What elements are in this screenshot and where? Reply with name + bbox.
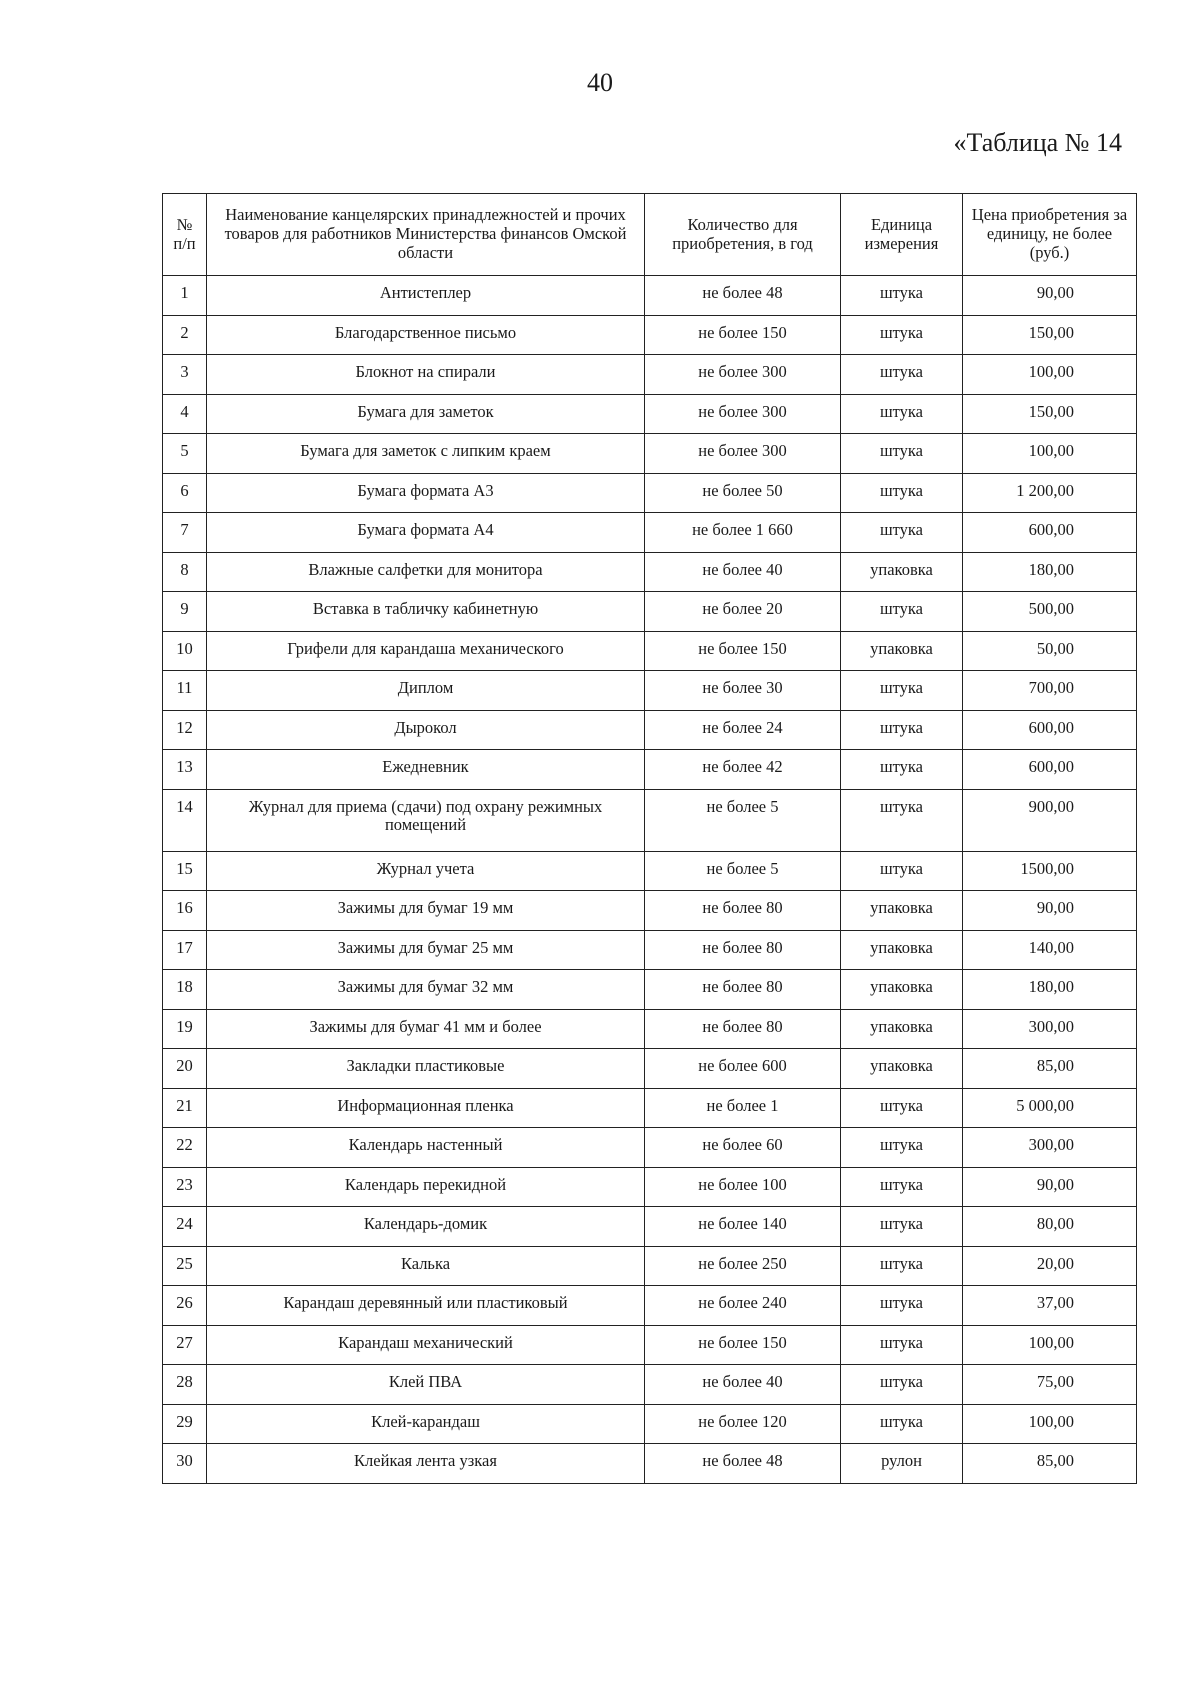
price-cell: 20,00 xyxy=(963,1246,1137,1286)
header-number: № п/п xyxy=(163,194,207,276)
table-row xyxy=(163,394,1137,434)
row-number-cell: 28 xyxy=(163,1365,207,1405)
price-cell: 180,00 xyxy=(963,970,1137,1010)
quantity-cell: не более 60 xyxy=(645,1128,841,1168)
row-number-cell: 20 xyxy=(163,1049,207,1089)
unit-cell: штука xyxy=(841,394,963,434)
unit-cell: упаковка xyxy=(841,891,963,931)
quantity-cell: не более 5 xyxy=(645,789,841,851)
unit-cell: штука xyxy=(841,710,963,750)
unit-cell: штука xyxy=(841,1207,963,1247)
row-number-cell: 1 xyxy=(163,276,207,316)
row-number-cell: 8 xyxy=(163,552,207,592)
row-number-cell: 25 xyxy=(163,1246,207,1286)
item-name-cell: Диплом xyxy=(207,671,645,711)
row-number-cell: 16 xyxy=(163,891,207,931)
item-name-cell: Калька xyxy=(207,1246,645,1286)
item-name-cell: Бумага для заметок с липким краем xyxy=(207,434,645,474)
price-cell: 300,00 xyxy=(963,1009,1137,1049)
quantity-cell: не более 40 xyxy=(645,552,841,592)
table-row xyxy=(163,710,1137,750)
table-row xyxy=(163,851,1137,891)
quantity-cell: не более 100 xyxy=(645,1167,841,1207)
price-cell: 600,00 xyxy=(963,710,1137,750)
table-row xyxy=(163,1365,1137,1405)
price-cell: 140,00 xyxy=(963,930,1137,970)
price-cell: 300,00 xyxy=(963,1128,1137,1168)
table-row xyxy=(163,1325,1137,1365)
item-name-cell: Информационная пленка xyxy=(207,1088,645,1128)
table-row xyxy=(163,315,1137,355)
quantity-cell: не более 150 xyxy=(645,315,841,355)
unit-cell: упаковка xyxy=(841,970,963,1010)
table-row xyxy=(163,789,1137,851)
quantity-cell: не более 48 xyxy=(645,276,841,316)
price-cell: 37,00 xyxy=(963,1286,1137,1326)
quantity-cell: не более 80 xyxy=(645,891,841,931)
quantity-cell: не более 20 xyxy=(645,592,841,632)
price-cell: 1 200,00 xyxy=(963,473,1137,513)
table-row xyxy=(163,1088,1137,1128)
table-row xyxy=(163,355,1137,395)
row-number-cell: 26 xyxy=(163,1286,207,1326)
table-row xyxy=(163,592,1137,632)
price-cell: 600,00 xyxy=(963,750,1137,790)
unit-cell: штука xyxy=(841,276,963,316)
row-number-cell: 10 xyxy=(163,631,207,671)
price-cell: 90,00 xyxy=(963,1167,1137,1207)
price-cell: 80,00 xyxy=(963,1207,1137,1247)
header-price: Цена приобретения за единицу, не более (руб.) xyxy=(963,194,1137,276)
table-row xyxy=(163,750,1137,790)
quantity-cell: не более 300 xyxy=(645,394,841,434)
unit-cell: штука xyxy=(841,1404,963,1444)
row-number-cell: 24 xyxy=(163,1207,207,1247)
quantity-cell: не более 42 xyxy=(645,750,841,790)
row-number-cell: 3 xyxy=(163,355,207,395)
unit-cell: штука xyxy=(841,315,963,355)
unit-cell: штука xyxy=(841,473,963,513)
row-number-cell: 22 xyxy=(163,1128,207,1168)
unit-cell: упаковка xyxy=(841,552,963,592)
row-number-cell: 19 xyxy=(163,1009,207,1049)
price-cell: 150,00 xyxy=(963,315,1137,355)
page-number: 40 xyxy=(587,68,613,97)
quantity-cell: не более 1 660 xyxy=(645,513,841,553)
item-name-cell: Блокнот на спирали xyxy=(207,355,645,395)
quantity-cell: не более 48 xyxy=(645,1444,841,1484)
table-title: «Таблица № 14 xyxy=(953,128,1122,157)
quantity-cell: не более 240 xyxy=(645,1286,841,1326)
item-name-cell: Антистеплер xyxy=(207,276,645,316)
quantity-cell: не более 600 xyxy=(645,1049,841,1089)
row-number-cell: 23 xyxy=(163,1167,207,1207)
item-name-cell: Благодарственное письмо xyxy=(207,315,645,355)
table-row xyxy=(163,1286,1137,1326)
item-name-cell: Вставка в табличку кабинетную xyxy=(207,592,645,632)
price-cell: 85,00 xyxy=(963,1444,1137,1484)
quantity-cell: не более 30 xyxy=(645,671,841,711)
row-number-cell: 29 xyxy=(163,1404,207,1444)
item-name-cell: Календарь-домик xyxy=(207,1207,645,1247)
item-name-cell: Календарь настенный xyxy=(207,1128,645,1168)
unit-cell: штука xyxy=(841,851,963,891)
row-number-cell: 18 xyxy=(163,970,207,1010)
item-name-cell: Журнал учета xyxy=(207,851,645,891)
price-cell: 85,00 xyxy=(963,1049,1137,1089)
quantity-cell: не более 1 xyxy=(645,1088,841,1128)
price-cell: 90,00 xyxy=(963,891,1137,931)
table-row xyxy=(163,473,1137,513)
header-quantity: Количество для приобретения, в год xyxy=(645,194,841,276)
table-row xyxy=(163,513,1137,553)
price-cell: 90,00 xyxy=(963,276,1137,316)
item-name-cell: Карандаш деревянный или пластиковый xyxy=(207,1286,645,1326)
item-name-cell: Дырокол xyxy=(207,710,645,750)
item-name-cell: Зажимы для бумаг 25 мм xyxy=(207,930,645,970)
quantity-cell: не более 150 xyxy=(645,1325,841,1365)
price-cell: 50,00 xyxy=(963,631,1137,671)
row-number-cell: 4 xyxy=(163,394,207,434)
price-cell: 5 000,00 xyxy=(963,1088,1137,1128)
row-number-cell: 6 xyxy=(163,473,207,513)
quantity-cell: не более 40 xyxy=(645,1365,841,1405)
quantity-cell: не более 5 xyxy=(645,851,841,891)
price-cell: 150,00 xyxy=(963,394,1137,434)
row-number-cell: 5 xyxy=(163,434,207,474)
price-cell: 100,00 xyxy=(963,434,1137,474)
unit-cell: штука xyxy=(841,1128,963,1168)
stationery-table xyxy=(162,193,1137,1484)
item-name-cell: Бумага формата А3 xyxy=(207,473,645,513)
unit-cell: рулон xyxy=(841,1444,963,1484)
quantity-cell: не более 80 xyxy=(645,1009,841,1049)
quantity-cell: не более 250 xyxy=(645,1246,841,1286)
row-number-cell: 14 xyxy=(163,789,207,851)
quantity-cell: не более 80 xyxy=(645,930,841,970)
table-row xyxy=(163,1444,1137,1484)
row-number-cell: 7 xyxy=(163,513,207,553)
unit-cell: штука xyxy=(841,1325,963,1365)
item-name-cell: Закладки пластиковые xyxy=(207,1049,645,1089)
unit-cell: штука xyxy=(841,1167,963,1207)
quantity-cell: не более 120 xyxy=(645,1404,841,1444)
row-number-cell: 21 xyxy=(163,1088,207,1128)
quantity-cell: не более 300 xyxy=(645,434,841,474)
price-cell: 1500,00 xyxy=(963,851,1137,891)
quantity-cell: не более 50 xyxy=(645,473,841,513)
unit-cell: штука xyxy=(841,434,963,474)
item-name-cell: Зажимы для бумаг 41 мм и более xyxy=(207,1009,645,1049)
row-number-cell: 9 xyxy=(163,592,207,632)
table-row xyxy=(163,631,1137,671)
unit-cell: штука xyxy=(841,789,963,851)
price-cell: 600,00 xyxy=(963,513,1137,553)
item-name-cell: Клейкая лента узкая xyxy=(207,1444,645,1484)
unit-cell: штука xyxy=(841,1365,963,1405)
header-name: Наименование канцелярских принадлежностей и прочих товаров для работников Министерства финансов Омской области xyxy=(207,194,645,276)
quantity-cell: не более 140 xyxy=(645,1207,841,1247)
unit-cell: штука xyxy=(841,355,963,395)
unit-cell: штука xyxy=(841,750,963,790)
item-name-cell: Бумага формата А4 xyxy=(207,513,645,553)
price-cell: 100,00 xyxy=(963,355,1137,395)
table-row xyxy=(163,1404,1137,1444)
table-row xyxy=(163,930,1137,970)
item-name-cell: Зажимы для бумаг 32 мм xyxy=(207,970,645,1010)
unit-cell: штука xyxy=(841,592,963,632)
price-cell: 900,00 xyxy=(963,789,1137,851)
table-row xyxy=(163,1207,1137,1247)
unit-cell: штука xyxy=(841,671,963,711)
row-number-cell: 15 xyxy=(163,851,207,891)
quantity-cell: не более 300 xyxy=(645,355,841,395)
row-number-cell: 27 xyxy=(163,1325,207,1365)
row-number-cell: 17 xyxy=(163,930,207,970)
table-row xyxy=(163,671,1137,711)
item-name-cell: Зажимы для бумаг 19 мм xyxy=(207,891,645,931)
unit-cell: штука xyxy=(841,513,963,553)
table-row xyxy=(163,1246,1137,1286)
price-cell: 100,00 xyxy=(963,1325,1137,1365)
table-row xyxy=(163,970,1137,1010)
table-row xyxy=(163,276,1137,316)
unit-cell: упаковка xyxy=(841,631,963,671)
header-unit: Единица измерения xyxy=(841,194,963,276)
unit-cell: упаковка xyxy=(841,1009,963,1049)
quantity-cell: не более 24 xyxy=(645,710,841,750)
item-name-cell: Влажные салфетки для монитора xyxy=(207,552,645,592)
table-row xyxy=(163,434,1137,474)
item-name-cell: Журнал для приема (сдачи) под охрану режимных помещений xyxy=(207,789,645,851)
price-cell: 75,00 xyxy=(963,1365,1137,1405)
item-name-cell: Календарь перекидной xyxy=(207,1167,645,1207)
table-row xyxy=(163,1009,1137,1049)
table-row xyxy=(163,1167,1137,1207)
table-row xyxy=(163,1049,1137,1089)
row-number-cell: 12 xyxy=(163,710,207,750)
item-name-cell: Клей ПВА xyxy=(207,1365,645,1405)
table-row xyxy=(163,552,1137,592)
price-cell: 100,00 xyxy=(963,1404,1137,1444)
table-header-row xyxy=(163,194,1137,276)
row-number-cell: 13 xyxy=(163,750,207,790)
item-name-cell: Клей-карандаш xyxy=(207,1404,645,1444)
item-name-cell: Бумага для заметок xyxy=(207,394,645,434)
unit-cell: штука xyxy=(841,1088,963,1128)
row-number-cell: 2 xyxy=(163,315,207,355)
quantity-cell: не более 80 xyxy=(645,970,841,1010)
item-name-cell: Карандаш механический xyxy=(207,1325,645,1365)
unit-cell: упаковка xyxy=(841,1049,963,1089)
row-number-cell: 11 xyxy=(163,671,207,711)
quantity-cell: не более 150 xyxy=(645,631,841,671)
table-row xyxy=(163,891,1137,931)
price-cell: 180,00 xyxy=(963,552,1137,592)
unit-cell: упаковка xyxy=(841,930,963,970)
item-name-cell: Ежедневник xyxy=(207,750,645,790)
item-name-cell: Грифели для карандаша механического xyxy=(207,631,645,671)
unit-cell: штука xyxy=(841,1246,963,1286)
price-cell: 500,00 xyxy=(963,592,1137,632)
price-cell: 700,00 xyxy=(963,671,1137,711)
table-row xyxy=(163,1128,1137,1168)
table-body xyxy=(163,276,1137,1484)
unit-cell: штука xyxy=(841,1286,963,1326)
row-number-cell: 30 xyxy=(163,1444,207,1484)
